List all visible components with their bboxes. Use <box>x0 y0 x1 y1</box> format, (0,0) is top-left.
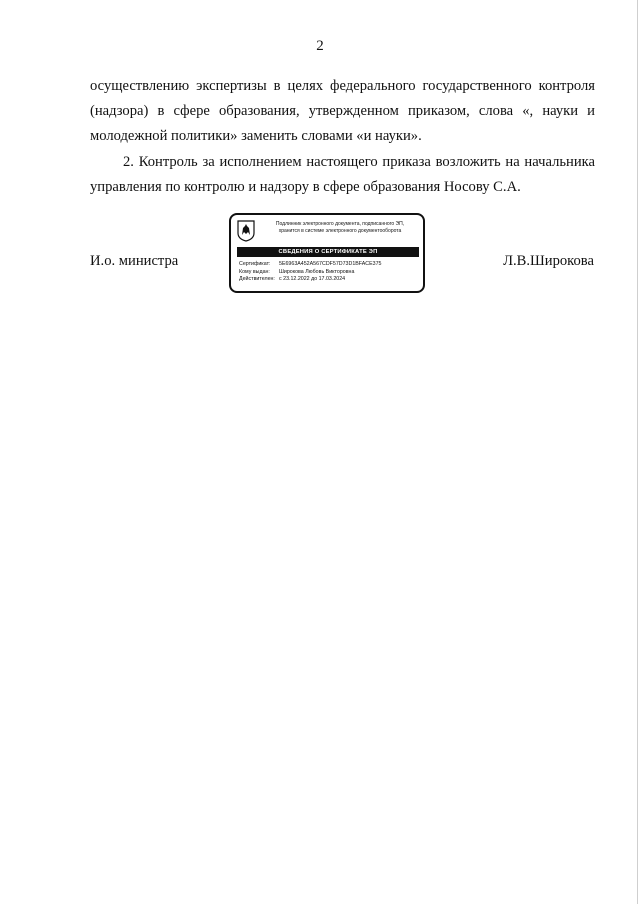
issued-to-row <box>239 269 421 277</box>
signer-name: Л.В.Широкова <box>503 253 594 269</box>
valid-value: с 23.12.2022 до 17.03.2024 <box>279 276 346 282</box>
scan-edge-divider <box>637 0 638 904</box>
paragraph-1-line: осуществлению экспертизы в целях федерального государственного контроля <box>90 78 595 94</box>
signer-position: И.о. министра <box>90 253 179 269</box>
stamp-header <box>259 221 421 235</box>
certificate-row <box>239 261 421 269</box>
valid-row <box>239 276 421 284</box>
stamp-header-line: хранится в системе электронного документооборота <box>278 228 402 234</box>
certificate-label: Сертификат: <box>239 261 271 267</box>
valid-label: Действителен: <box>239 276 275 282</box>
issued-to-value: Широкова Любовь Викторовна <box>279 268 355 275</box>
paragraph-2 <box>90 150 595 200</box>
paragraph-1 <box>90 74 595 149</box>
certificate-value: 5E6963A452A567CDF57D73D1BFACE375 <box>279 261 382 267</box>
paragraph-2-line: 2. Контроль за исполнением настоящего приказа возложить на начальника <box>123 154 595 170</box>
paragraph-1-line: (надзора) в сфере образования, утвержденном приказом, слова «, науки и <box>90 103 595 119</box>
coat-of-arms-icon <box>237 220 255 242</box>
stamp-details <box>239 261 421 284</box>
stamp-header-line: Подлинник электронного документа, подписанного ЭП, <box>275 221 405 227</box>
paragraph-1-line: молодежной политики» заменить словами «и науки». <box>90 128 422 144</box>
issued-to-label: Кому выдан: <box>239 268 270 275</box>
stamp-title: СВЕДЕНИЯ О СЕРТИФИКАТЕ ЭП <box>237 247 419 257</box>
paragraph-2-line: управления по контролю и надзору в сфере образования Носову С.А. <box>90 179 521 195</box>
page-number: 2 <box>316 38 324 54</box>
electronic-signature-stamp <box>229 213 425 293</box>
